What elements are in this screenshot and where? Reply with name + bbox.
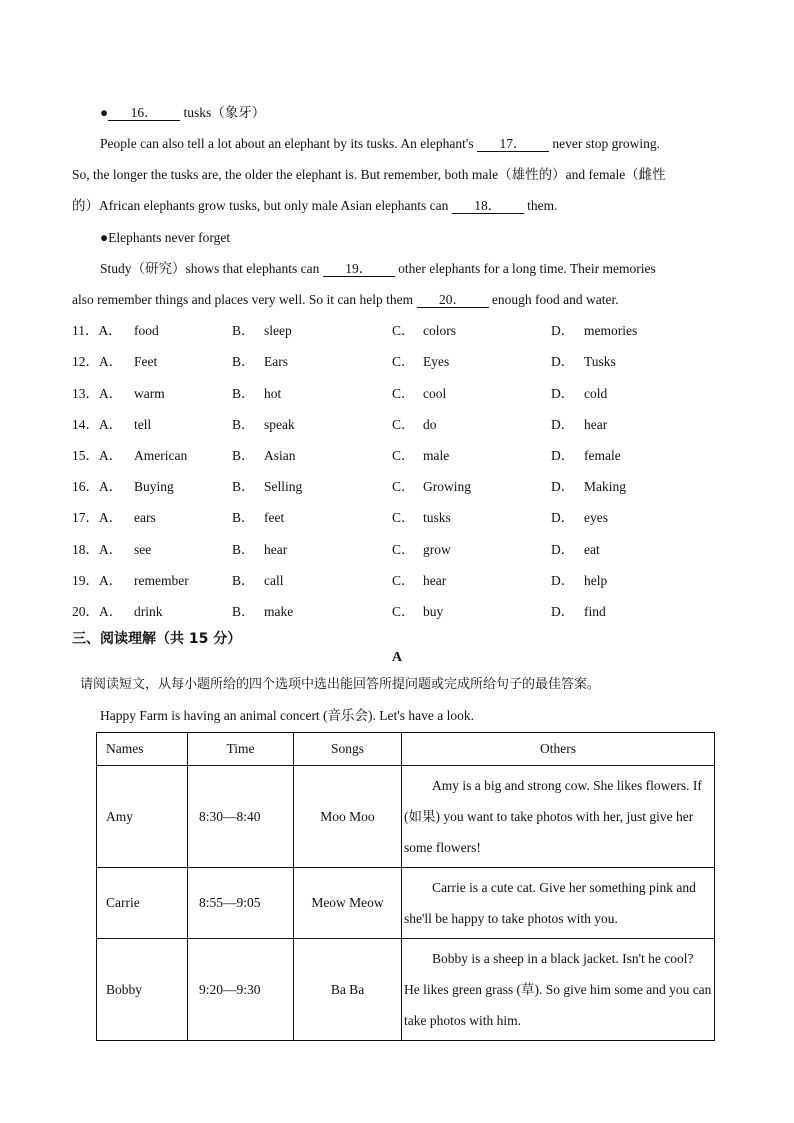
option-c: buy xyxy=(423,604,444,619)
option-d: eat xyxy=(584,542,600,557)
blank-20: 20． xyxy=(417,292,489,308)
bullet-heading-16 xyxy=(100,104,265,122)
section-title: 三、阅读理解（共 15 分） xyxy=(72,631,242,647)
option-c: do xyxy=(423,417,437,432)
option-d-label: D． xyxy=(551,604,575,619)
cell-name: Bobby xyxy=(97,939,188,1041)
cell-song: Meow Meow xyxy=(294,868,402,939)
option-b: hot xyxy=(264,386,282,401)
blank-17: 17． xyxy=(477,136,549,152)
option-number: 18．A． xyxy=(72,542,123,557)
option-d-label: D． xyxy=(551,417,575,432)
option-d-label: D． xyxy=(551,448,575,463)
passage-text: People can also tell a lot about an elephant by its tusks. An elephant's xyxy=(100,136,474,151)
intro-text: Happy Farm is having an animal concert (音乐会). Let's have a look. xyxy=(100,708,474,723)
option-number: 11．A． xyxy=(72,323,122,338)
bullet-dot: ● xyxy=(100,105,109,120)
option-b-label: B． xyxy=(232,417,255,432)
option-d-label: D． xyxy=(551,386,575,401)
table-row xyxy=(97,766,715,868)
option-c-label: C． xyxy=(392,354,415,369)
option-a: Buying xyxy=(134,479,174,494)
blank-16: 16． xyxy=(108,105,180,121)
bullet-heading-elephants: ●Elephants never forget xyxy=(100,230,231,245)
option-b: sleep xyxy=(264,323,292,338)
instruction-text: 请阅读短文，从每小题所给的四个选项中选出能回答所提问题或完成所给句子的最佳答案。 xyxy=(80,677,601,692)
part-label: A xyxy=(391,650,403,665)
table-row xyxy=(97,939,715,1041)
cell-others xyxy=(402,939,715,1041)
option-c-label: C． xyxy=(392,479,415,494)
option-d-label: D． xyxy=(551,510,575,525)
passage-line-3 xyxy=(72,197,558,215)
option-c-label: C． xyxy=(392,510,415,525)
cell-time: 8:30—8:40 xyxy=(188,766,294,868)
cell-time: 9:20—9:30 xyxy=(188,939,294,1041)
option-c-label: C． xyxy=(392,386,415,401)
passage-line-2 xyxy=(72,166,666,184)
option-number: 15．A． xyxy=(72,448,123,463)
option-d-label: D． xyxy=(551,573,575,588)
table-header-row xyxy=(97,733,715,766)
option-d: Tusks xyxy=(584,354,616,369)
option-a: remember xyxy=(134,573,189,588)
option-b: feet xyxy=(264,510,285,525)
option-c: tusks xyxy=(423,510,451,525)
header-others: Others xyxy=(402,733,715,766)
option-number: 17．A． xyxy=(72,510,123,525)
header-songs: Songs xyxy=(294,733,402,766)
option-number: 13．A． xyxy=(72,386,123,401)
passage-text: them. xyxy=(527,198,558,213)
option-c-label: C． xyxy=(392,448,415,463)
option-c-label: C． xyxy=(392,573,415,588)
blank-18: 18． xyxy=(452,198,524,214)
option-number: 14．A． xyxy=(72,417,123,432)
passage-line-1 xyxy=(100,135,660,153)
passage-text: also remember things and places very well. So it can help them xyxy=(72,292,414,307)
cell-others xyxy=(402,766,715,868)
passage-text: enough food and water. xyxy=(491,292,619,307)
passage-text: other elephants for a long time. Their memories xyxy=(398,261,656,276)
option-number: 19．A． xyxy=(72,573,123,588)
option-a: warm xyxy=(134,386,165,401)
option-a: ears xyxy=(134,510,156,525)
option-c: male xyxy=(423,448,450,463)
passage-text: 的）African elephants grow tusks, but only male Asian elephants can xyxy=(72,198,449,213)
option-d: hear xyxy=(584,417,608,432)
option-c: grow xyxy=(423,542,451,557)
cell-name: Amy xyxy=(97,766,188,868)
passage-text: So, the longer the tusks are, the older the elephant is. But remember, both male（雄性的）and female（雌性 xyxy=(72,167,666,182)
option-c: hear xyxy=(423,573,447,588)
option-c-label: C． xyxy=(392,417,415,432)
option-b-label: B． xyxy=(232,479,255,494)
option-b-label: B． xyxy=(232,354,255,369)
cell-time: 8:55—9:05 xyxy=(188,868,294,939)
passage-text: Study（研究）shows that elephants can xyxy=(100,261,320,276)
option-d: eyes xyxy=(584,510,608,525)
option-b: hear xyxy=(264,542,288,557)
others-text: Carrie is a cute cat. Give her something pink and she'll be happy to take photos with you. xyxy=(404,880,696,926)
option-b-label: B． xyxy=(232,323,255,338)
concert-table xyxy=(96,732,715,1041)
option-d-label: D． xyxy=(551,323,575,338)
option-b-label: B． xyxy=(232,448,255,463)
option-b: Ears xyxy=(264,354,288,369)
option-d: find xyxy=(584,604,606,619)
others-text: Bobby is a sheep in a black jacket. Isn't he cool? He likes green grass (草). So give him some and you can take photos with him. xyxy=(404,951,712,1028)
cell-others xyxy=(402,868,715,939)
option-number: 20．A． xyxy=(72,604,123,619)
option-c: Eyes xyxy=(423,354,450,369)
option-b: call xyxy=(264,573,284,588)
option-number: 12．A． xyxy=(72,354,123,369)
passage-line-4 xyxy=(100,260,656,278)
option-a: Feet xyxy=(134,354,158,369)
option-b-label: B． xyxy=(232,542,255,557)
option-a: American xyxy=(134,448,188,463)
option-d: cold xyxy=(584,386,608,401)
option-d-label: D． xyxy=(551,479,575,494)
cell-song: Ba Ba xyxy=(294,939,402,1041)
option-b: Asian xyxy=(264,448,296,463)
others-text: Amy is a big and strong cow. She likes flowers. If (如果) you want to take photos with her, just give her some flowers! xyxy=(404,778,702,855)
option-number: 16．A． xyxy=(72,479,123,494)
cell-song: Moo Moo xyxy=(294,766,402,868)
header-names: Names xyxy=(97,733,188,766)
table-row xyxy=(97,868,715,939)
option-a: tell xyxy=(134,417,152,432)
option-d: help xyxy=(584,573,608,588)
bullet-heading-text: tusks（象牙） xyxy=(183,105,266,120)
option-c-label: C． xyxy=(392,604,415,619)
option-a: drink xyxy=(134,604,163,619)
option-c-label: C． xyxy=(392,542,415,557)
option-b-label: B． xyxy=(232,604,255,619)
blank-19: 19． xyxy=(323,261,395,277)
option-c: cool xyxy=(423,386,447,401)
option-c-label: C． xyxy=(392,323,415,338)
passage-line-5 xyxy=(72,291,619,309)
option-d-label: D． xyxy=(551,354,575,369)
option-c: colors xyxy=(423,323,456,338)
option-b: speak xyxy=(264,417,295,432)
option-d: memories xyxy=(584,323,638,338)
option-d: female xyxy=(584,448,621,463)
passage-text: never stop growing. xyxy=(552,136,660,151)
option-a: see xyxy=(134,542,152,557)
header-time: Time xyxy=(188,733,294,766)
option-b: Selling xyxy=(264,479,303,494)
option-b-label: B． xyxy=(232,573,255,588)
cell-name: Carrie xyxy=(97,868,188,939)
option-b-label: B． xyxy=(232,510,255,525)
option-c: Growing xyxy=(423,479,471,494)
option-d: Making xyxy=(584,479,626,494)
option-a: food xyxy=(134,323,159,338)
option-b-label: B． xyxy=(232,386,255,401)
option-b: make xyxy=(264,604,294,619)
option-d-label: D． xyxy=(551,542,575,557)
